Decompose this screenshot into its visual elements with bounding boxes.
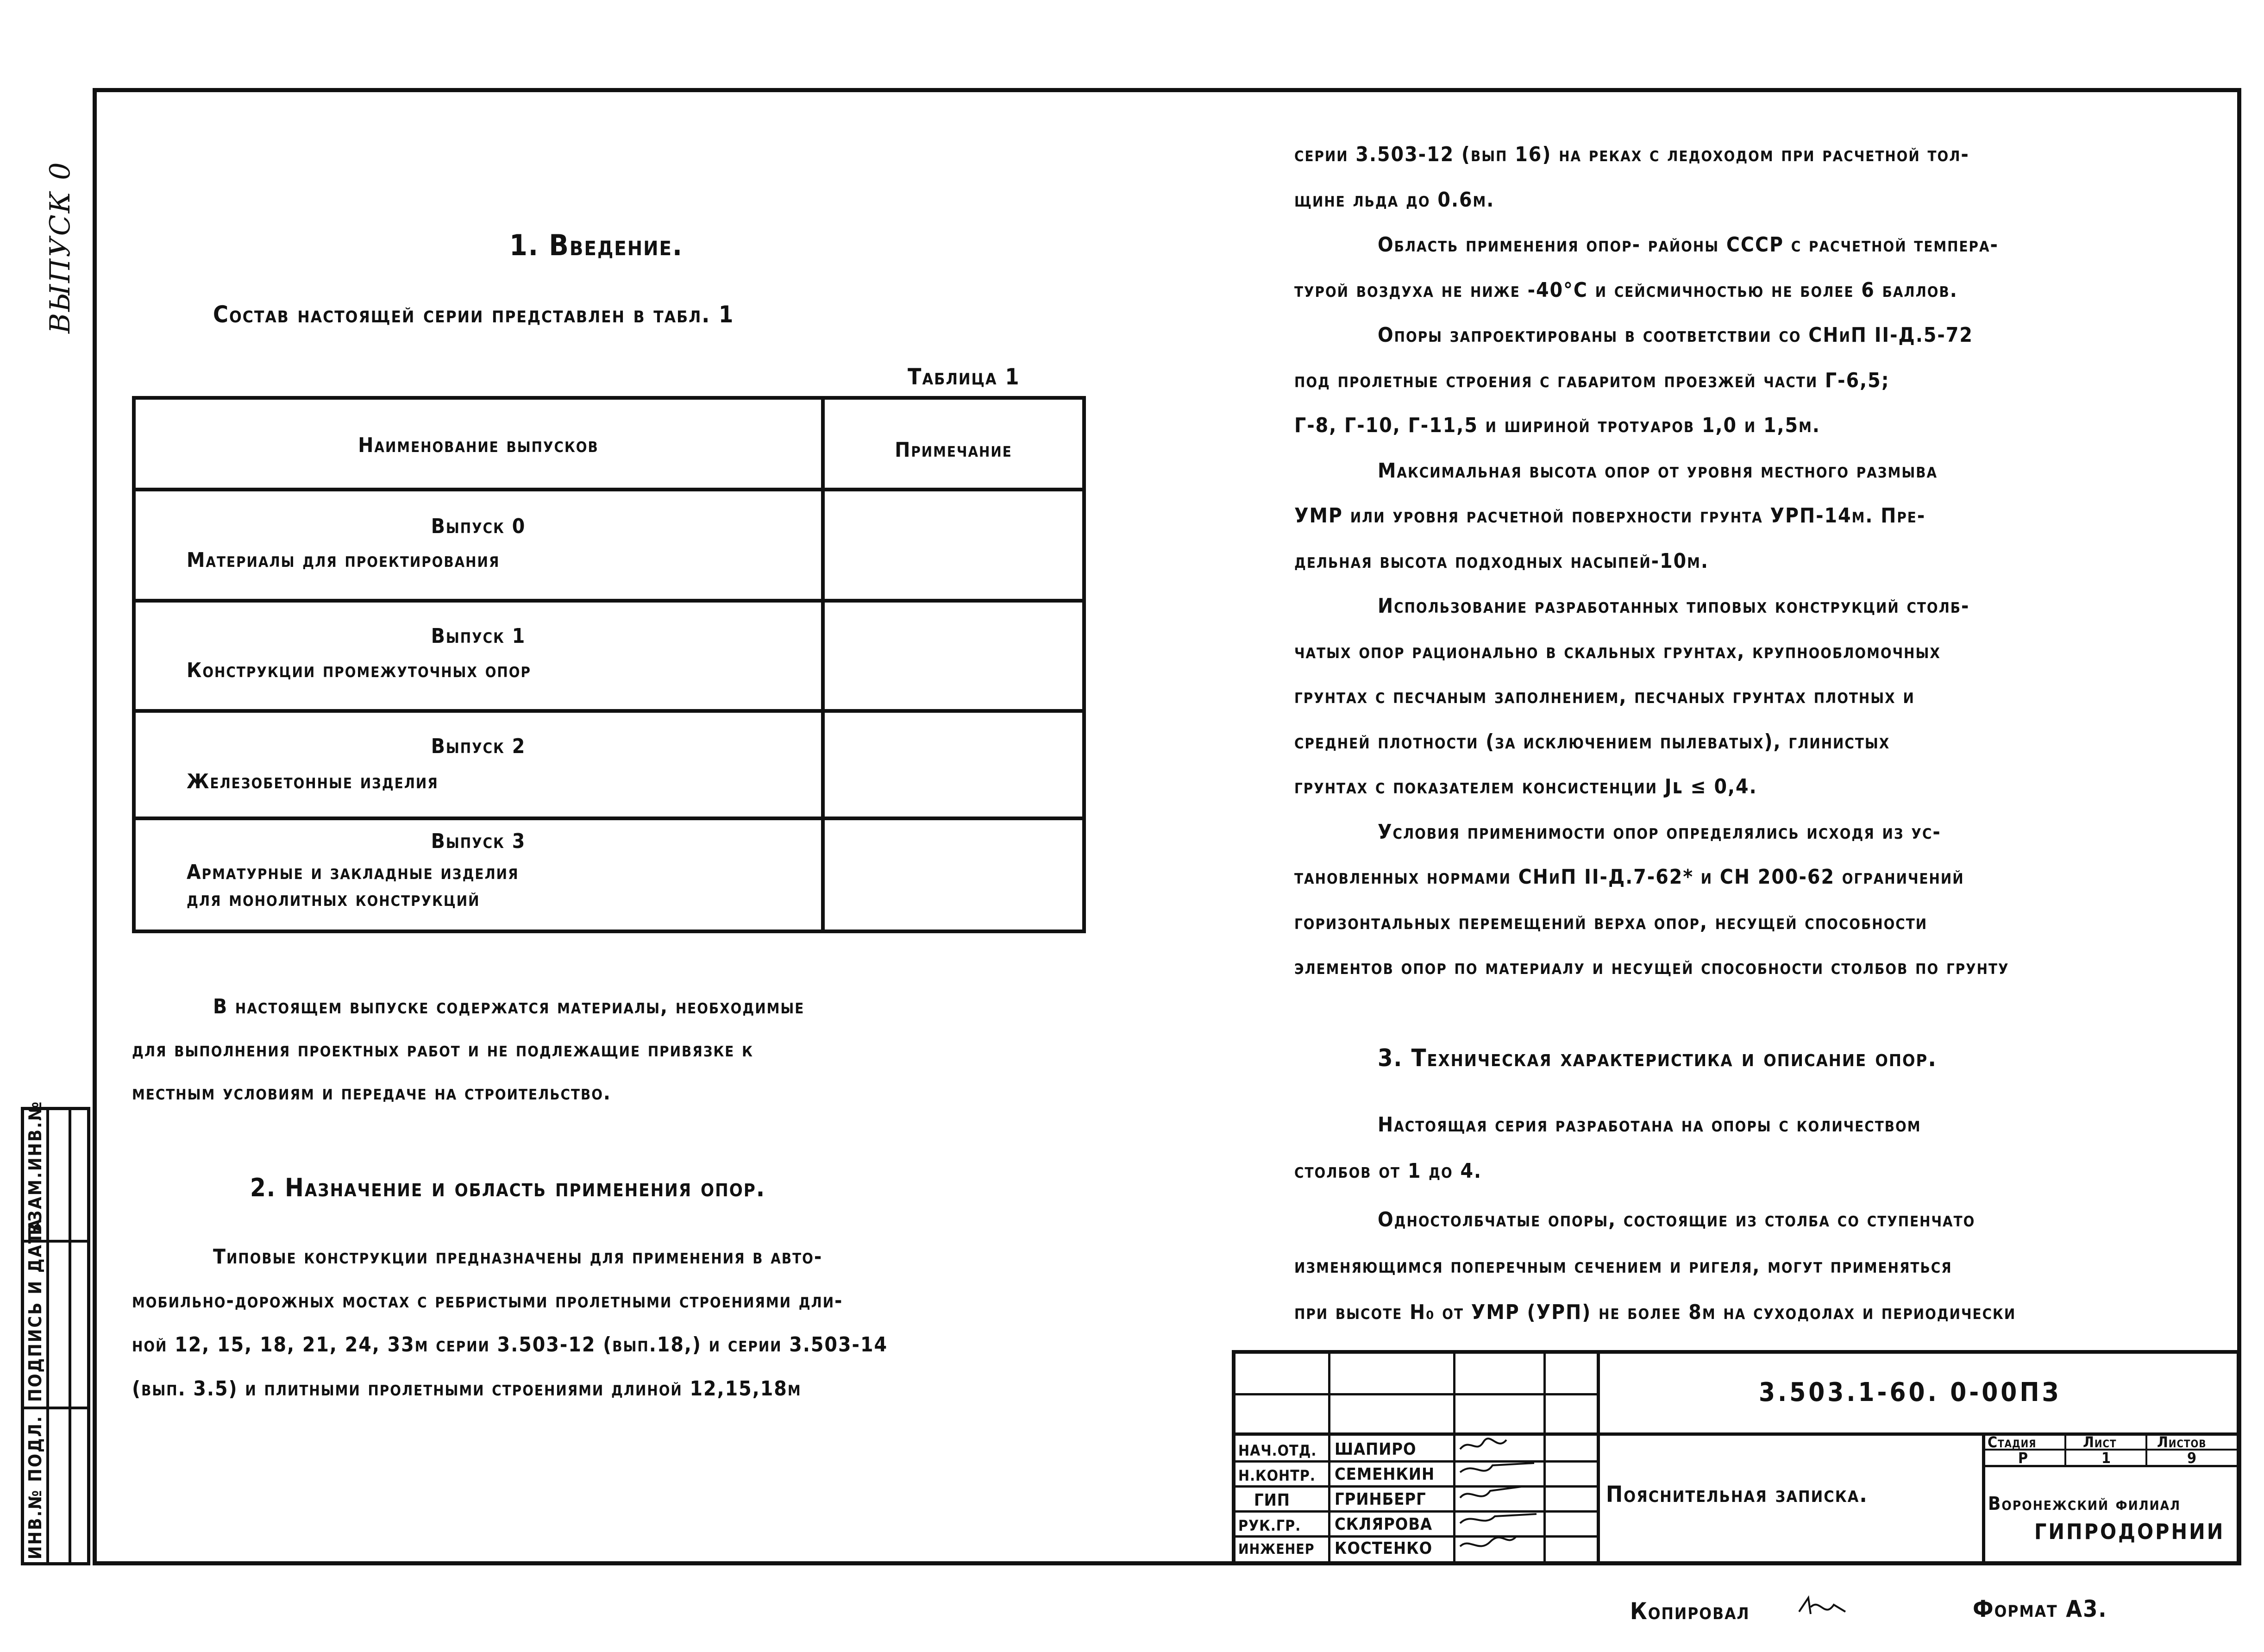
role-label: Н.КОНТР. [1238, 1467, 1316, 1484]
section3-line: Одностолбчатые опоры, состоящие из столба со ступенчато [1378, 1208, 1976, 1231]
right-column-line: тановленных нормами СНиП II-Д.7-62* и СН 200-62 ограничений [1294, 865, 1964, 889]
organization-line1: Воронежский филиал [1988, 1493, 2181, 1514]
table1-row-line: Конструкции промежуточных опор [187, 659, 531, 682]
header-stage: Стадия [1988, 1433, 2037, 1451]
left-para-line: местным условиям и передаче на строительство. [132, 1081, 611, 1105]
section1-title: 1. Введение. [509, 228, 684, 262]
section2-line: мобильно-дорожных мостах с ребристыми пролетными строениями дли- [132, 1289, 843, 1313]
role-label: НАЧ.ОТД. [1238, 1442, 1317, 1459]
right-column-line: Область применения опор- районы СССР с расчетной темпера- [1378, 233, 1999, 257]
right-column-line: средней плотности (за исключением пылеватых), глинистых [1294, 729, 1890, 754]
section3-title: 3. Техническая характеристика и описание опор. [1378, 1044, 1938, 1072]
right-column-line: Опоры запроектированы в соответствии со СНиП II-Д.5-72 [1378, 323, 1973, 347]
left-para-line: для выполнения проектных работ и не подлежащие привязке к [132, 1038, 753, 1062]
section2-line: (вып. 3.5) и плитными пролетными строениями длиной 12,15,18м [132, 1377, 802, 1401]
right-column-line: Максимальная высота опор от уровня местного размыва [1378, 459, 1938, 483]
table1-row-num: Выпуск 0 [431, 515, 526, 538]
role-label: ГИП [1254, 1491, 1290, 1510]
handwritten-vertical-note: ВЫПУСК 0 [44, 161, 76, 333]
right-column-line: Использование разработанных типовых конструкций столб- [1378, 594, 1970, 618]
role-label: РУК.ГР. [1238, 1517, 1301, 1534]
header-sheets: Листов [2157, 1433, 2207, 1451]
person-name: СКЛЯРОВА [1335, 1515, 1433, 1534]
table1-row-line: Железобетонные изделия [187, 770, 439, 793]
person-name: СЕМЕНКИН [1335, 1465, 1435, 1484]
right-column-line: Условия применимости опор определялись исходя из ус- [1378, 820, 1941, 844]
right-column-line: серии 3.503-12 (вып 16) на реках с ледоходом при расчетной тол- [1294, 143, 1969, 166]
signatures [1455, 1435, 1597, 1560]
right-column-line: Г-8, Г-10, Г-11,5 и шириной тротуаров 1,0 и 1,5м. [1294, 414, 1820, 437]
value-sheets: 9 [2187, 1449, 2197, 1467]
copier-signature [1797, 1593, 1848, 1626]
right-column-line: элементов опор по материалу и несущей способности столбов по грунту [1294, 955, 2009, 979]
person-name: КОСТЕНКО [1335, 1539, 1433, 1558]
table1-caption: Таблица 1 [908, 364, 1020, 390]
table1 [132, 396, 1086, 933]
right-column-line: горизонтальных перемещений верха опор, несущей способности [1294, 910, 1928, 934]
right-column-line: УМР или уровня расчетной поверхности грунта УРП-14м. Пре- [1294, 504, 1926, 528]
value-stage: Р [2018, 1449, 2029, 1467]
section2-line: Типовые конструкции предназначены для применения в авто- [213, 1245, 823, 1269]
left-para-line: В настоящем выпуске содержатся материалы, необходимые [213, 995, 805, 1018]
section2-line: ной 12, 15, 18, 21, 24, 33м серии 3.503-12 (вып.18,) и серии 3.503-14 [132, 1333, 888, 1357]
document-title: Пояснительная записка. [1606, 1482, 1868, 1508]
stamp-label-replace: ВЗАМ.ИНВ.№ [25, 1100, 45, 1235]
title-block [1232, 1350, 2240, 1565]
table1-row-num: Выпуск 3 [431, 829, 526, 853]
stamp-label-sign: ПОДПИСЬ И ДАТА [25, 1218, 45, 1402]
table1-row-line: для монолитных конструкций [187, 887, 480, 911]
person-name: ГРИНБЕРГ [1335, 1490, 1426, 1509]
header-sheet: Лист [2083, 1433, 2117, 1451]
right-column-line: дельная высота подходных насыпей-10м. [1294, 549, 1709, 573]
copied-by-label: Копировал [1630, 1598, 1750, 1625]
document-code: 3.503.1-60. 0-00ПЗ [1759, 1377, 2062, 1407]
section3-line: Настоящая серия разработана на опоры с количеством [1378, 1113, 1921, 1137]
section2-title: 2. Назначение и область применения опор. [250, 1173, 766, 1202]
section1-intro: Состав настоящей серии представлен в табл. 1 [213, 301, 734, 328]
right-column-line: чатых опор рационально в скальных грунтах, крупнообломочных [1294, 639, 1941, 663]
section3-line: изменяющимся поперечным сечением и ригеля, могут применяться [1294, 1254, 1952, 1278]
format-label: Формат А3. [1973, 1595, 2107, 1622]
person-name: ШАПИРО [1335, 1440, 1417, 1459]
table1-header-name: Наименование выпусков [358, 433, 599, 457]
table1-header-note: Примечание [895, 438, 1012, 462]
value-sheet: 1 [2101, 1449, 2112, 1467]
right-column-line: грунтах с показателем консистенции Jʟ ≤ 0,4. [1294, 775, 1757, 798]
right-column-line: под пролетные строения с габаритом проезжей части Г-6,5; [1294, 368, 1890, 392]
right-column-line: щине льда до 0.6м. [1294, 188, 1495, 212]
table1-row-line: Материалы для проектирования [187, 548, 500, 572]
stamp-label-inv: ИНВ.№ ПОДЛ. [25, 1415, 45, 1559]
right-column-line: турой воздуха не ниже -40°С и сейсмичностью не более 6 баллов. [1294, 278, 1958, 302]
table1-row-num: Выпуск 2 [431, 735, 526, 758]
table1-row-num: Выпуск 1 [431, 624, 526, 648]
section3-line: столбов от 1 до 4. [1294, 1159, 1482, 1183]
role-label: ИНЖЕНЕР [1238, 1541, 1315, 1558]
right-column-line: грунтах с песчаным заполнением, песчаных грунтах плотных и [1294, 685, 1915, 708]
table1-row-line: Арматурные и закладные изделия [187, 861, 519, 884]
section3-line: при высоте Н₀ от УМР (УРП) не более 8м на суходолах и периодически [1294, 1300, 2016, 1324]
organization-line2: ГИПРОДОРНИИ [2034, 1519, 2225, 1544]
stamp-band [21, 1100, 90, 1565]
